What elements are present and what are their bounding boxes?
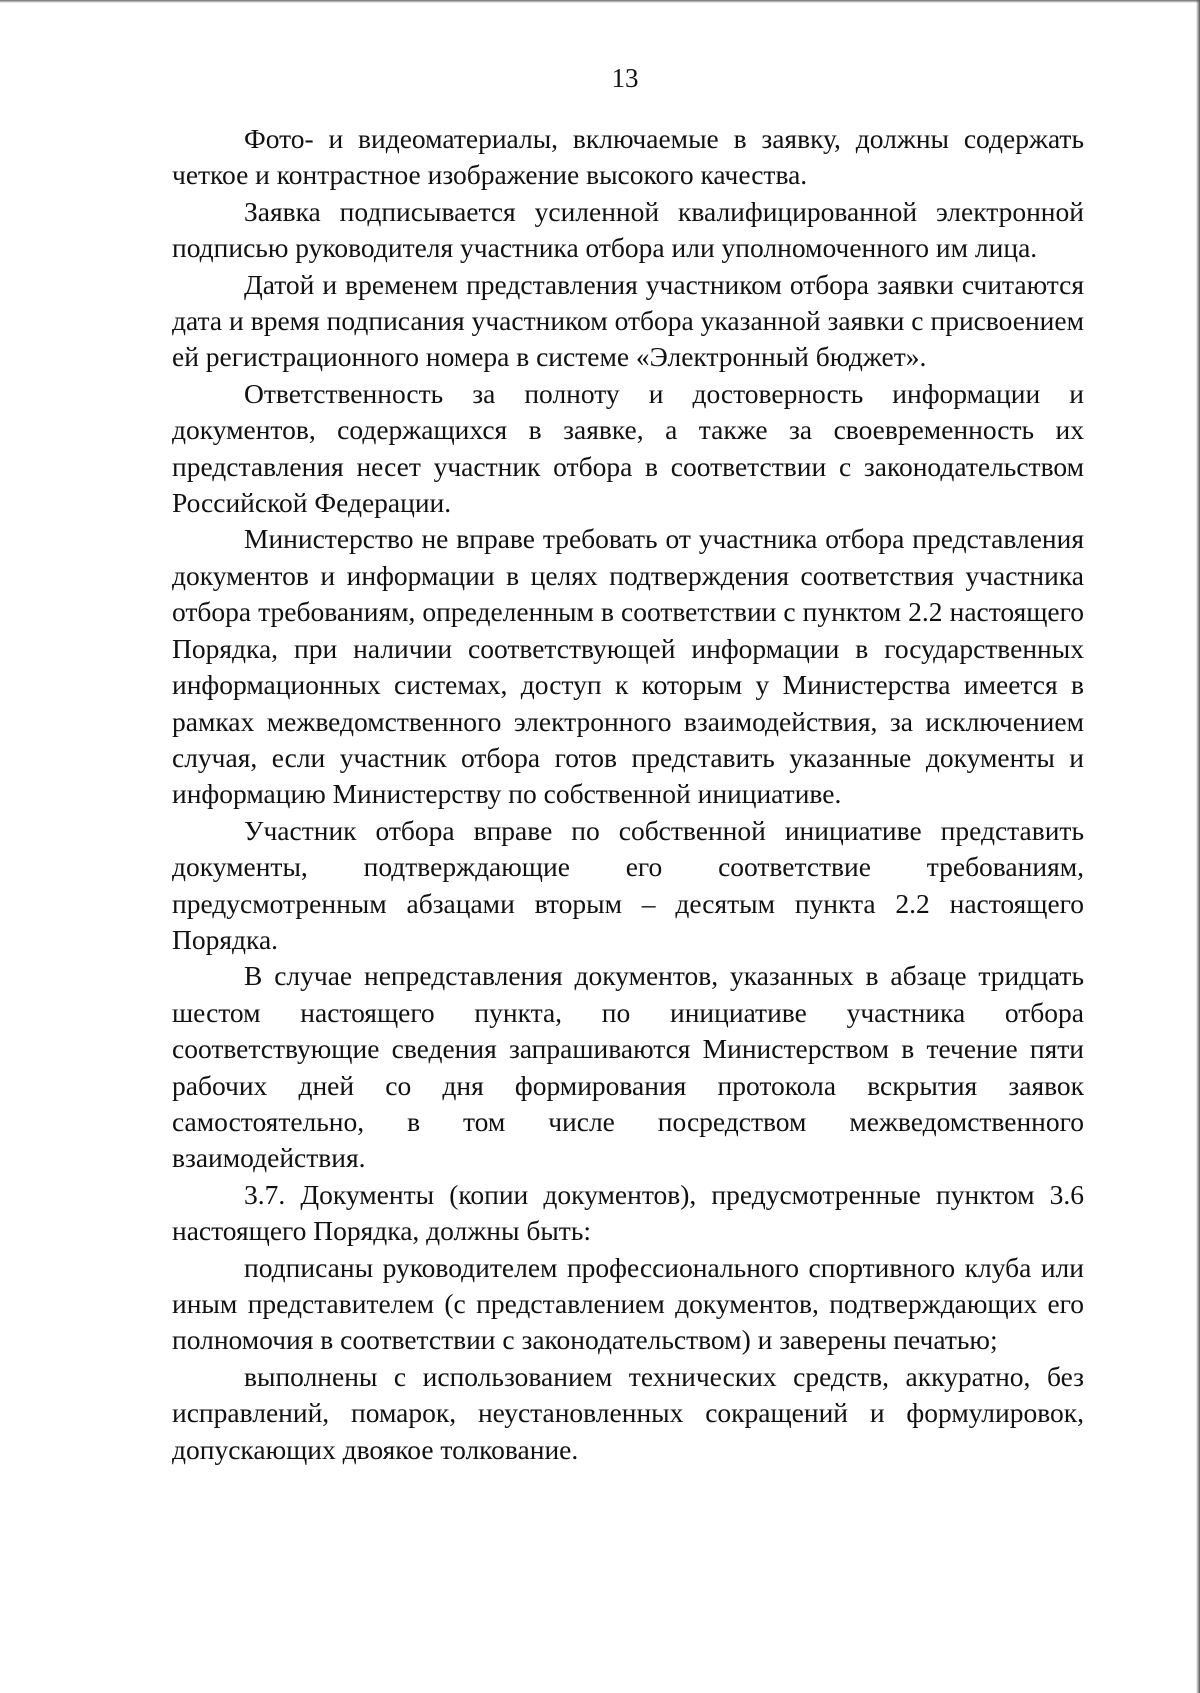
paragraph-section-3-7: 3.7. Документы (копии документов), предусмотренные пунктом 3.6 настоящего Порядка, должны быть: [172, 1178, 1084, 1247]
paragraph-participant-initiative: Участник отбора вправе по собственной инициативе представить документы, подтверждающие его соответствие требованиям, предусмотренным абзацами вторым – десятым пункта 2.2 настоящего Порядка. [172, 814, 1084, 955]
document-body [172, 121, 1084, 1468]
scan-edge-right [1196, 0, 1200, 1693]
paragraph-non-submission: В случае непредставления документов, указанных в абзаце тридцать шестом настоящего пункта, по инициативе участника отбора соответствующие сведения запрашиваются Министерством в течение пяти рабочих дней со дня формирования протокола вскрытия заявок самостоятельно, в том числе посредством межведомственного взаимодействия. [172, 960, 1084, 1174]
paragraph-photo-video: Фото- и видеоматериалы, включаемые в заявку, должны содержать четкое и контрастное изображение высокого качества. [172, 123, 1084, 191]
scan-edge-top [0, 0, 1200, 3]
paragraph-signature: Заявка подписывается усиленной квалифицированной электронной подписью руководителя участника отбора или уполномоченного им лица. [172, 195, 1084, 264]
page-number: 13 [611, 63, 639, 93]
paragraph-submission-date: Датой и временем представления участником отбора заявки считаются дата и время подписания участником отбора указанной заявки с присвоением ей регистрационного номера в системе «Электронный бюджет». [172, 268, 1084, 373]
paragraph-signed-requirements: подписаны руководителем профессионального спортивного клуба или иным представителем (с представлением документов, подтверждающих его полномочия в соответствии с законодательством) и заверены печатью; [172, 1251, 1084, 1356]
paragraph-responsibility: Ответственность за полноту и достоверность информации и документов, содержащихся в заявке, а также за своевременность их представления несет участник отбора в соответствии с законодательством Российской Федерации. [172, 377, 1084, 519]
paragraph-ministry-requirements: Министерство не вправе требовать от участника отбора представления документов и информации в целях подтверждения соответствия участника отбора требованиям, определенным в соответствии с пунктом 2.2 настоящего Порядка, при наличии соответствующей информации в государственных информационных системах, доступ к которым у Министерства имеется в рамках межведомственного электронного взаимодействия, за исключением случая, если участник отбора готов представить указанные документы и информацию Министерству по собственной инициативе. [172, 523, 1084, 810]
paragraph-technical-means: выполнены с использованием технических средств, аккуратно, без исправлений, помарок, неустановленных сокращений и формулировок, допускающих двоякое толкование. [172, 1360, 1084, 1465]
